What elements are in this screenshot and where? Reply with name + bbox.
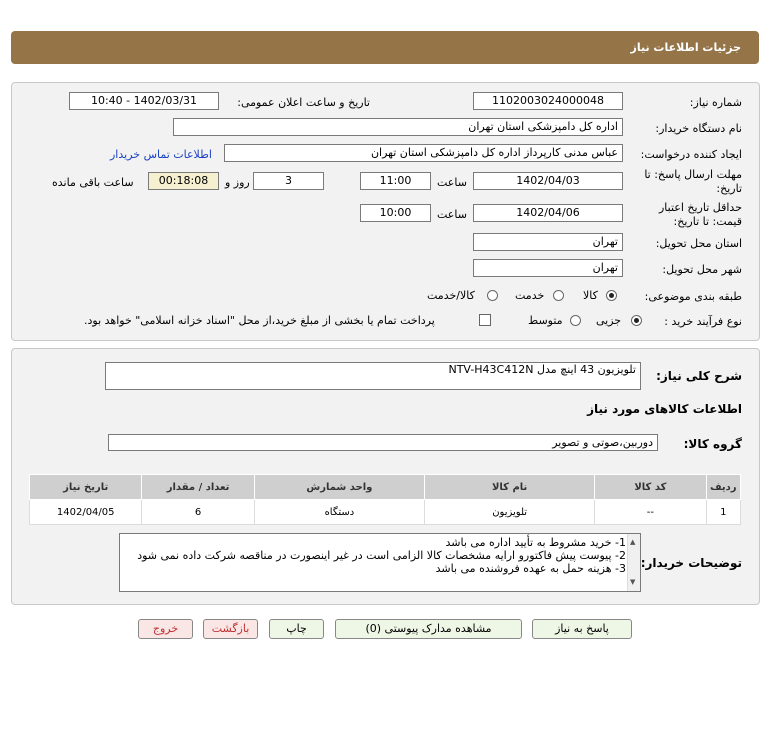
purchase-type-label: نوع فرآیند خرید : <box>664 315 742 328</box>
cell-quantity: 6 <box>142 500 254 525</box>
table-row <box>30 500 741 525</box>
general-desc-field: تلویزیون 43 اینچ مدل NTV-H43C412N <box>105 362 641 390</box>
col-unit: واحد شمارش <box>254 475 424 500</box>
reply-deadline-label-1: مهلت ارسال پاسخ: تا <box>644 168 742 181</box>
need-number-field: 1102003024000048 <box>473 92 623 110</box>
cell-need-date: 1402/04/05 <box>30 500 142 525</box>
items-table <box>29 474 741 525</box>
cell-unit: دستگاه <box>254 500 424 525</box>
delivery-province-field: تهران <box>473 233 623 251</box>
page-title: جزئیات اطلاعات نیاز <box>630 41 741 54</box>
remaining-time-field: 00:18:08 <box>148 172 219 190</box>
general-desc-label: شرح کلی نیاز: <box>656 369 742 383</box>
treasury-payment-checkbox[interactable] <box>479 314 491 326</box>
reply-deadline-label-2: تاریخ: <box>716 182 742 195</box>
category-radio-service[interactable] <box>553 290 564 301</box>
delivery-province-label: استان محل تحویل: <box>655 237 742 250</box>
remaining-time-label: ساعت باقی مانده <box>52 176 134 189</box>
reply-button[interactable]: پاسخ به نیاز <box>532 619 632 639</box>
col-goods-name: نام کالا <box>425 475 595 500</box>
announce-field: 1402/03/31 - 10:40 <box>69 92 219 110</box>
buyer-notes-box[interactable] <box>119 533 641 592</box>
requester-label: ایجاد کننده درخواست: <box>640 148 742 161</box>
buyer-note-3: 3- هزینه حمل به عهده فروشنده می باشد <box>435 562 626 575</box>
buyer-contact-link[interactable]: اطلاعات تماس خریدار <box>110 148 212 161</box>
need-number-label: شماره نیاز: <box>689 96 742 109</box>
items-table-header <box>30 475 741 500</box>
purchase-option-medium: متوسط <box>528 314 563 327</box>
scroll-up-icon[interactable]: ▲ <box>630 538 636 546</box>
col-quantity: تعداد / مقدار <box>142 475 254 500</box>
items-section-title: اطلاعات کالاهای مورد نیاز <box>587 402 742 416</box>
buyer-note-2: 2- پیوست پیش فاکتورو ارایه مشخصات کالا الزامی است در غیر اینصورت در مناقصه شرکت داده نمی شود <box>137 549 626 562</box>
col-need-date: تاریخ نیاز <box>30 475 142 500</box>
category-radio-goods-service[interactable] <box>487 290 498 301</box>
cell-row-number: 1 <box>706 500 740 525</box>
purchase-radio-medium[interactable] <box>570 315 581 326</box>
purchase-radio-minor[interactable] <box>631 315 642 326</box>
col-row-number: ردیف <box>706 475 740 500</box>
view-attachments-button[interactable]: مشاهده مدارک پیوستی (0) <box>335 619 522 639</box>
price-validity-date-field: 1402/04/06 <box>473 204 623 222</box>
category-label: طبقه بندی موضوعی: <box>644 290 742 303</box>
price-validity-label-1: حداقل تاریخ اعتبار <box>658 201 742 214</box>
buyer-org-label: نام دستگاه خریدار: <box>655 122 742 135</box>
reply-days-field: 3 <box>253 172 324 190</box>
category-radio-goods[interactable] <box>606 290 617 301</box>
delivery-city-label: شهر محل تحویل: <box>662 263 742 276</box>
category-option-goods: کالا <box>583 289 598 302</box>
category-option-service: خدمت <box>515 289 545 302</box>
requester-field: عباس مدنی کارپرداز اداره کل دامپزشکی استان تهران <box>224 144 623 162</box>
cell-goods-name: تلویزیون <box>425 500 595 525</box>
page-header <box>11 31 759 64</box>
price-validity-time-label: ساعت <box>437 208 467 221</box>
col-goods-code: کد کالا <box>595 475 706 500</box>
price-validity-time-field: 10:00 <box>360 204 431 222</box>
scroll-down-icon[interactable]: ▼ <box>630 578 636 586</box>
reply-date-field: 1402/04/03 <box>473 172 623 190</box>
buyer-org-field: اداره کل دامپزشکی استان تهران <box>173 118 623 136</box>
notes-scrollbar[interactable] <box>627 534 640 591</box>
exit-button[interactable]: خروج <box>138 619 193 639</box>
price-validity-label-2: قیمت: تا تاریخ: <box>673 215 742 228</box>
reply-days-label: روز و <box>225 176 250 189</box>
reply-time-label: ساعت <box>437 176 467 189</box>
reply-time-field: 11:00 <box>360 172 431 190</box>
print-button[interactable]: چاپ <box>269 619 324 639</box>
purchase-option-minor: جزیی <box>596 314 622 327</box>
delivery-city-field: تهران <box>473 259 623 277</box>
cell-goods-code: -- <box>595 500 706 525</box>
buyer-notes-label: توضیحات خریدار: <box>640 556 742 570</box>
buyer-note-1: 1- خرید مشروط به تأیید اداره می باشد <box>445 536 626 549</box>
goods-group-label: گروه کالا: <box>683 437 742 451</box>
category-option-goods-service: کالا/خدمت <box>427 289 475 302</box>
goods-group-field: دوربین،صوتی و تصویر <box>108 434 658 451</box>
announce-label: تاریخ و ساعت اعلان عمومی: <box>237 96 370 109</box>
treasury-payment-note: پرداخت تمام یا بخشی از مبلغ خرید،از محل "اسناد خزانه اسلامی" خواهد بود. <box>84 314 435 327</box>
back-button[interactable]: بازگشت <box>203 619 258 639</box>
